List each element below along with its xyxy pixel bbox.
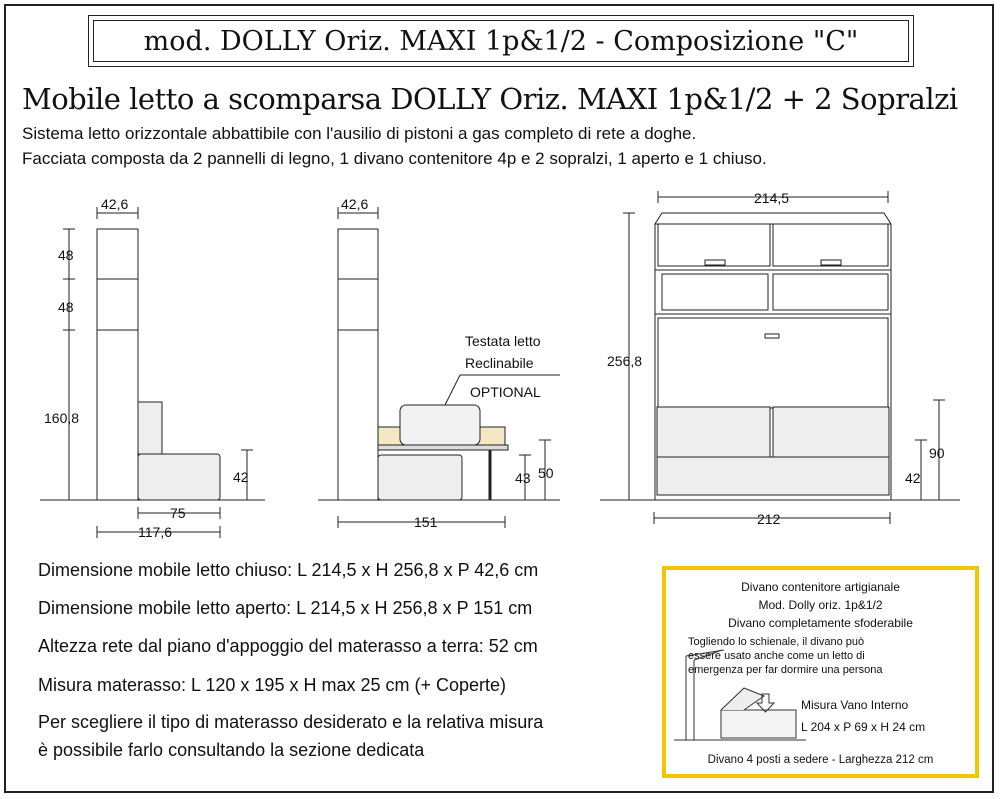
spec-choose-1: Per scegliere il tipo di materasso desiderato e la relativa misura xyxy=(38,712,544,732)
dim-front-back-height: 90 xyxy=(929,445,945,461)
sofa-back-left xyxy=(657,407,770,457)
dim-front-width: 214,5 xyxy=(754,190,790,206)
handle-right xyxy=(821,260,841,265)
spec-choose-2: è possibile farlo consultando la sezione dedicata xyxy=(38,740,425,760)
dim-closed-total-depth: 117,6 xyxy=(138,524,172,540)
dim-closed-sofa-depth: 75 xyxy=(170,505,186,521)
spec-mattress: Misura materasso: L 120 x 195 x H max 25 cm (+ Coperte) xyxy=(38,675,507,695)
spec-net-height: Altezza rete dal piano d'appoggio del materasso a terra: 52 cm xyxy=(38,636,538,656)
label-headboard-1: Testata letto xyxy=(465,333,541,349)
vano-size: L 204 x P 69 x H 24 cm xyxy=(801,720,926,734)
open-shelf-left xyxy=(662,274,768,310)
info-note-1: Togliendo lo schienale, il divano può xyxy=(688,636,865,648)
side-view-closed xyxy=(40,207,265,538)
info-line-3: Divano completamente sfoderabile xyxy=(728,616,913,630)
info-note-3: emergenza per far dormire una persona xyxy=(688,664,883,676)
label-headboard-2: Reclinabile xyxy=(465,355,534,371)
spec-open: Dimensione mobile letto aperto: L 214,5 x H 256,8 x P 151 cm xyxy=(38,598,533,618)
bed-panel xyxy=(658,318,888,408)
dim-front-height: 256,8 xyxy=(607,353,643,369)
sofa-info-box xyxy=(662,566,979,778)
description-line-2: Facciata composta da 2 pannelli di legno, 1 divano contenitore 4p e 2 sopralzi, 1 aperto e 1 chiuso. xyxy=(22,149,767,168)
sofa-base xyxy=(657,457,889,495)
dim-open-50: 50 xyxy=(538,465,554,481)
page-subtitle: Mobile letto a scomparsa DOLLY Oriz. MAXI 1p&1/2 + 2 Sopralzi xyxy=(22,82,958,116)
sofa-back-right xyxy=(773,407,889,457)
dim-closed-sofa-height: 42 xyxy=(233,469,249,485)
vano-title: Misura Vano Interno xyxy=(801,698,909,712)
dim-front-sofa-width: 212 xyxy=(757,511,781,527)
cabinet-side-open xyxy=(338,229,378,500)
description-line-1: Sistema letto orizzontale abbattibile con l'ausilio di pistoni a gas completo di rete a doghe. xyxy=(22,124,697,143)
info-line-1: Divano contenitore artigianale xyxy=(741,580,900,594)
bed-handle xyxy=(765,334,779,338)
page-title: mod. DOLLY Oriz. MAXI 1p&1/2 - Composizione "C" xyxy=(93,20,909,62)
info-line-2: Mod. Dolly oriz. 1p&1/2 xyxy=(758,598,883,612)
dim-open-depth: 42,6 xyxy=(341,196,369,212)
cabinet-side xyxy=(97,229,138,500)
dim-open-43: 43 xyxy=(515,470,531,486)
dim-closed-h-top: 48 xyxy=(58,247,74,263)
spec-closed: Dimensione mobile letto chiuso: L 214,5 x H 256,8 x P 42,6 cm xyxy=(38,560,539,580)
bed-frame xyxy=(378,445,508,450)
sofa-seat xyxy=(138,454,220,500)
info-footer: Divano 4 posti a sedere - Larghezza 212 cm xyxy=(707,754,934,766)
dim-closed-h-body: 160,8 xyxy=(44,410,80,426)
headboard xyxy=(400,405,480,445)
dim-closed-h-mid: 48 xyxy=(58,299,74,315)
label-optional: OPTIONAL xyxy=(470,384,541,400)
dim-front-sofa-height: 42 xyxy=(905,470,921,486)
handle-left xyxy=(705,260,725,265)
sofa-backrest xyxy=(138,402,162,454)
open-shelf-right xyxy=(773,274,888,310)
dim-open-total-depth: 151 xyxy=(414,514,438,530)
dim-closed-depth: 42,6 xyxy=(101,196,129,212)
info-note-2: essere usato anche come un letto di xyxy=(688,650,865,662)
sofa-under-bed xyxy=(378,455,462,500)
